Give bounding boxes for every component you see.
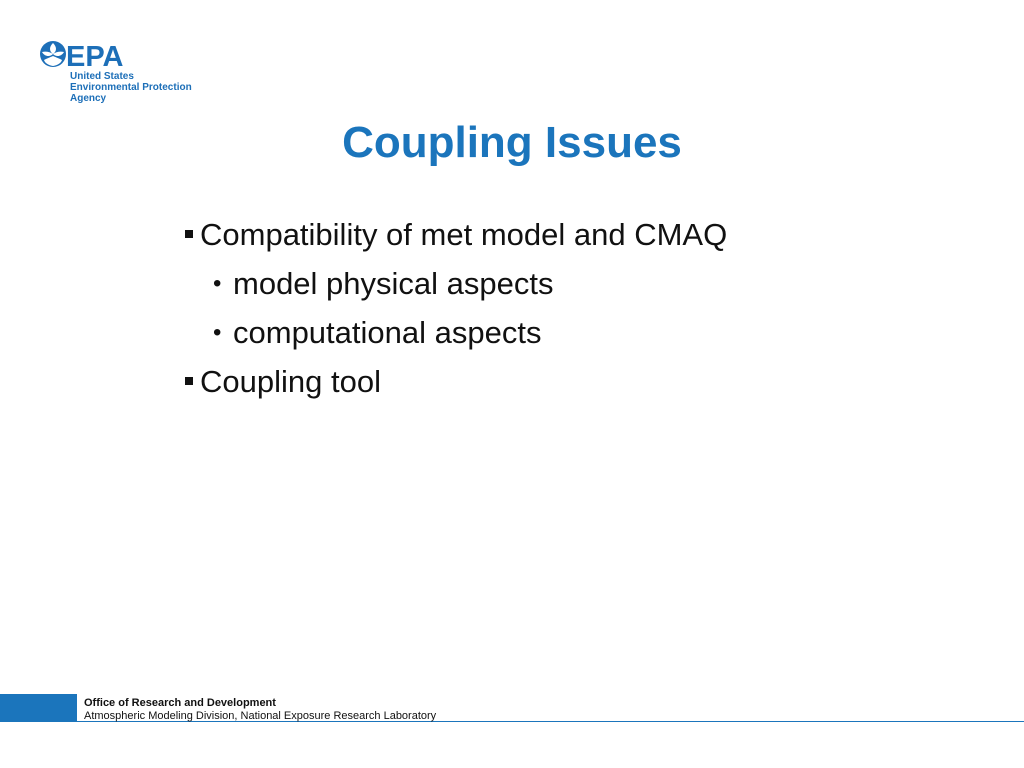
footer-division: Atmospheric Modeling Division, National Exposure Research Laboratory <box>84 710 437 722</box>
bullet-text: Coupling tool <box>200 364 381 399</box>
footer-org: Office of Research and Development <box>84 697 276 709</box>
footer-accent-bar <box>0 694 77 722</box>
bullet-list <box>183 210 883 406</box>
round-bullet-icon: • <box>213 319 222 346</box>
agency-line: Agency <box>70 93 107 104</box>
sub-bullet-item <box>183 308 883 357</box>
square-bullet-icon <box>185 230 193 238</box>
square-bullet-icon <box>185 377 193 385</box>
bullet-text: Compatibility of met model and CMAQ <box>200 217 728 252</box>
bullet-text: model physical aspects <box>233 266 554 301</box>
bullet-item <box>183 210 883 259</box>
round-bullet-icon: • <box>213 270 222 297</box>
agency-name <box>70 71 192 104</box>
bullet-text: computational aspects <box>233 315 542 350</box>
slide-title: Coupling Issues <box>342 118 682 167</box>
epa-flower-icon <box>38 38 148 72</box>
epa-wordmark: EPA <box>66 41 124 72</box>
agency-line: United States <box>70 71 134 82</box>
agency-line: Environmental Protection <box>70 82 192 93</box>
footer <box>84 697 436 723</box>
epa-logo <box>38 38 208 108</box>
sub-bullet-item <box>183 259 883 308</box>
bullet-item <box>183 357 883 406</box>
